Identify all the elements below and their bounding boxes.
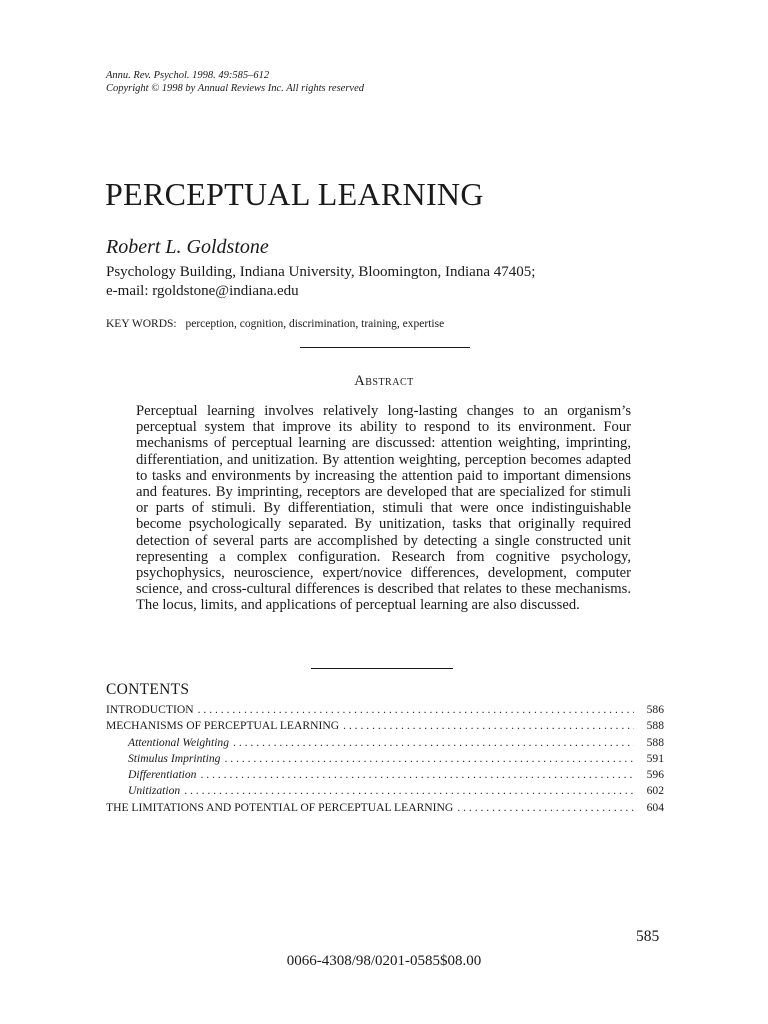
- toc-entry-stimulus-imprinting[interactable]: [106, 752, 664, 768]
- toc-entry-label: Differentiation: [128, 768, 197, 782]
- divider-rule-top: [300, 347, 470, 348]
- footer-code: 0066-4308/98/0201-0585$08.00: [286, 953, 482, 969]
- contents-heading: CONTENTS: [106, 681, 190, 698]
- toc-entry-label: Stimulus Imprinting: [128, 751, 221, 765]
- toc-entry-label: Unitization: [128, 784, 181, 798]
- author-name: Robert L. Goldstone: [106, 236, 269, 258]
- toc-entry-label: Attentional Weighting: [128, 735, 230, 749]
- divider-rule-bottom: [311, 668, 453, 669]
- toc-leader-dots: [224, 752, 634, 765]
- toc-entry-limitations[interactable]: [106, 801, 664, 817]
- toc-leader-dots: [184, 784, 634, 797]
- affiliation-email: e-mail: rgoldstone@indiana.edu: [106, 283, 299, 299]
- toc-entry-page: 586: [646, 703, 664, 716]
- affiliation-address: Psychology Building, Indiana University, Bloomington, Indiana 47405;: [106, 264, 536, 280]
- toc-leader-dots: [343, 719, 634, 732]
- citation-line: Annu. Rev. Psychol. 1998. 49:585–612: [106, 70, 270, 81]
- toc-entry-label: THE LIMITATIONS AND POTENTIAL OF PERCEPTUAL LEARNING: [106, 800, 454, 814]
- copyright-line: Copyright © 1998 by Annual Reviews Inc. All rights reserved: [106, 83, 364, 94]
- abstract-text: Perceptual learning involves relatively long-lasting changes to an organism’s perceptual system that improve its ability to respond to its environment. Four mechanisms of perceptual learning are discussed: attention weighting, imprinting, differentiation, and unitization. By attention weighting, perception becomes adapted to tasks and environments by increasing the attention paid to important dimensions and features. By imprinting, receptors are developed that are specialized for stimuli or parts of stimuli. By differentiation, stimuli that were once indistinguishable become psychologically separated. By unitization, tasks that originally required detection of several parts are accomplished by detecting a single constructed unit representing a complex configuration. Research from cognitive psychology, psychophysics, neuroscience, expert/novice differences, development, computer science, and cross-cultural differences is described that relates to these mechanisms. The locus, limits, and applications of perceptual learning are also discussed.: [136, 403, 631, 614]
- toc-entry-page: 588: [646, 719, 664, 733]
- toc-leader-dots: [457, 801, 634, 814]
- toc-entry-page: 604: [646, 800, 664, 814]
- article-title: PERCEPTUAL LEARNING: [105, 176, 484, 212]
- toc-entry-page: 591: [646, 751, 664, 765]
- toc-entry-mechanisms[interactable]: [106, 719, 664, 735]
- author-affiliation: [106, 263, 535, 301]
- abstract-heading: Abstract: [354, 373, 414, 389]
- toc-entry-label: MECHANISMS OF PERCEPTUAL LEARNING: [106, 719, 340, 733]
- toc-entry-attentional-weighting[interactable]: [106, 736, 664, 752]
- toc-entry-label: INTRODUCTION: [106, 703, 194, 716]
- toc-leader-dots: [233, 736, 634, 749]
- toc-leader-dots: [200, 768, 634, 781]
- toc-leader-dots: [198, 703, 634, 716]
- page-number: 585: [636, 928, 660, 945]
- journal-header: [106, 69, 364, 95]
- toc-entry-page: 602: [646, 784, 664, 798]
- keywords-terms: perception, cognition, discrimination, training, expertise: [185, 318, 445, 330]
- toc-entry-unitization[interactable]: [106, 784, 664, 800]
- toc-entry-page: 588: [646, 735, 664, 749]
- keywords-line: [106, 318, 444, 330]
- toc-entry-page: 596: [646, 768, 664, 782]
- keywords-label: KEY WORDS:: [106, 318, 177, 330]
- table-of-contents: [106, 703, 664, 817]
- toc-entry-differentiation[interactable]: [106, 768, 664, 784]
- toc-entry-introduction[interactable]: [106, 703, 664, 719]
